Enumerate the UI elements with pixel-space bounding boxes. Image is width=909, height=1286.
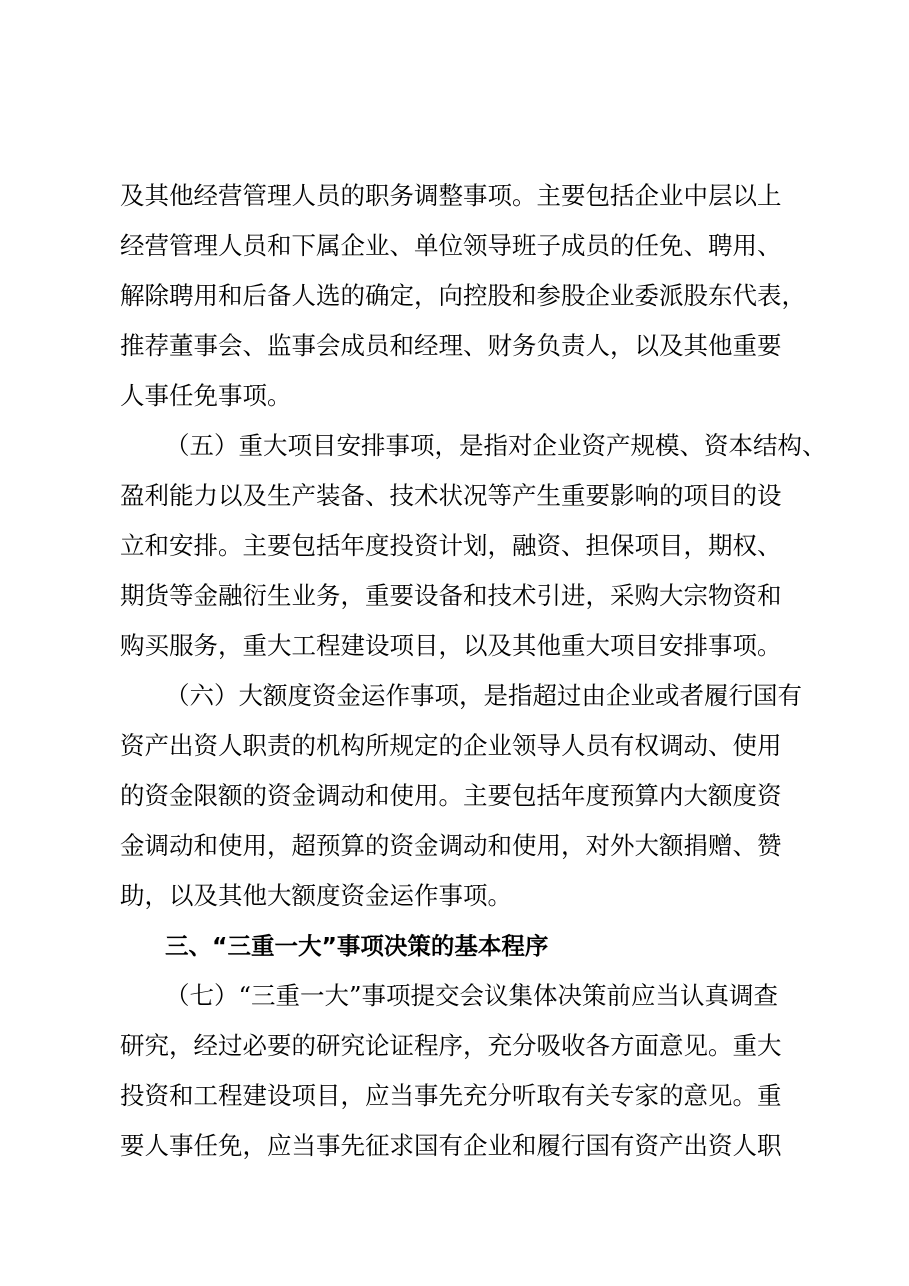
section-heading: 三、“三重一大”事项决策的基本程序 bbox=[165, 932, 549, 960]
text-line: 资产出资人职责的机构所规定的企业领导人员有权调动、使用 bbox=[120, 731, 782, 760]
paragraph-seven-start: （七）“三重一大”事项提交会议集体决策前应当认真调查 bbox=[165, 981, 779, 1010]
text-line: 投资和工程建设项目，应当事先充分听取有关专家的意见。重 bbox=[120, 1081, 782, 1110]
text-line: 研究，经过必要的研究论证程序，充分吸收各方面意见。重大 bbox=[120, 1031, 782, 1060]
text-line: 盈利能力以及生产装备、技术状况等产生重要影响的项目的设 bbox=[120, 481, 782, 510]
text-line: 立和安排。主要包括年度投资计划，融资、担保项目，期权、 bbox=[120, 531, 782, 560]
text-line: 助，以及其他大额度资金运作事项。 bbox=[120, 881, 512, 910]
paragraph-five-start: （五）重大项目安排事项，是指对企业资产规模、资本结构、 bbox=[165, 431, 827, 460]
text-line: 期货等金融衍生业务，重要设备和技术引进，采购大宗物资和 bbox=[120, 581, 782, 610]
text-line: 金调动和使用，超预算的资金调动和使用，对外大额捐赠、赞 bbox=[120, 831, 782, 860]
paragraph-six-start: （六）大额度资金运作事项，是指超过由企业或者履行国有 bbox=[165, 681, 802, 710]
text-line: 的资金限额的资金调动和使用。主要包括年度预算内大额度资 bbox=[120, 781, 782, 810]
text-line: 人事任免事项。 bbox=[120, 381, 292, 410]
text-line: 推荐董事会、监事会成员和经理、财务负责人，以及其他重要 bbox=[120, 331, 782, 360]
text-line: 要人事任免，应当事先征求国有企业和履行国有资产出资人职 bbox=[120, 1131, 782, 1160]
text-line: 经营管理人员和下属企业、单位领导班子成员的任免、聘用、 bbox=[120, 231, 782, 260]
text-line: 及其他经营管理人员的职务调整事项。主要包括企业中层以上 bbox=[120, 181, 782, 210]
text-line: 购买服务，重大工程建设项目，以及其他重大项目安排事项。 bbox=[120, 631, 782, 660]
text-line: 解除聘用和后备人选的确定，向控股和参股企业委派股东代表， bbox=[120, 281, 806, 310]
